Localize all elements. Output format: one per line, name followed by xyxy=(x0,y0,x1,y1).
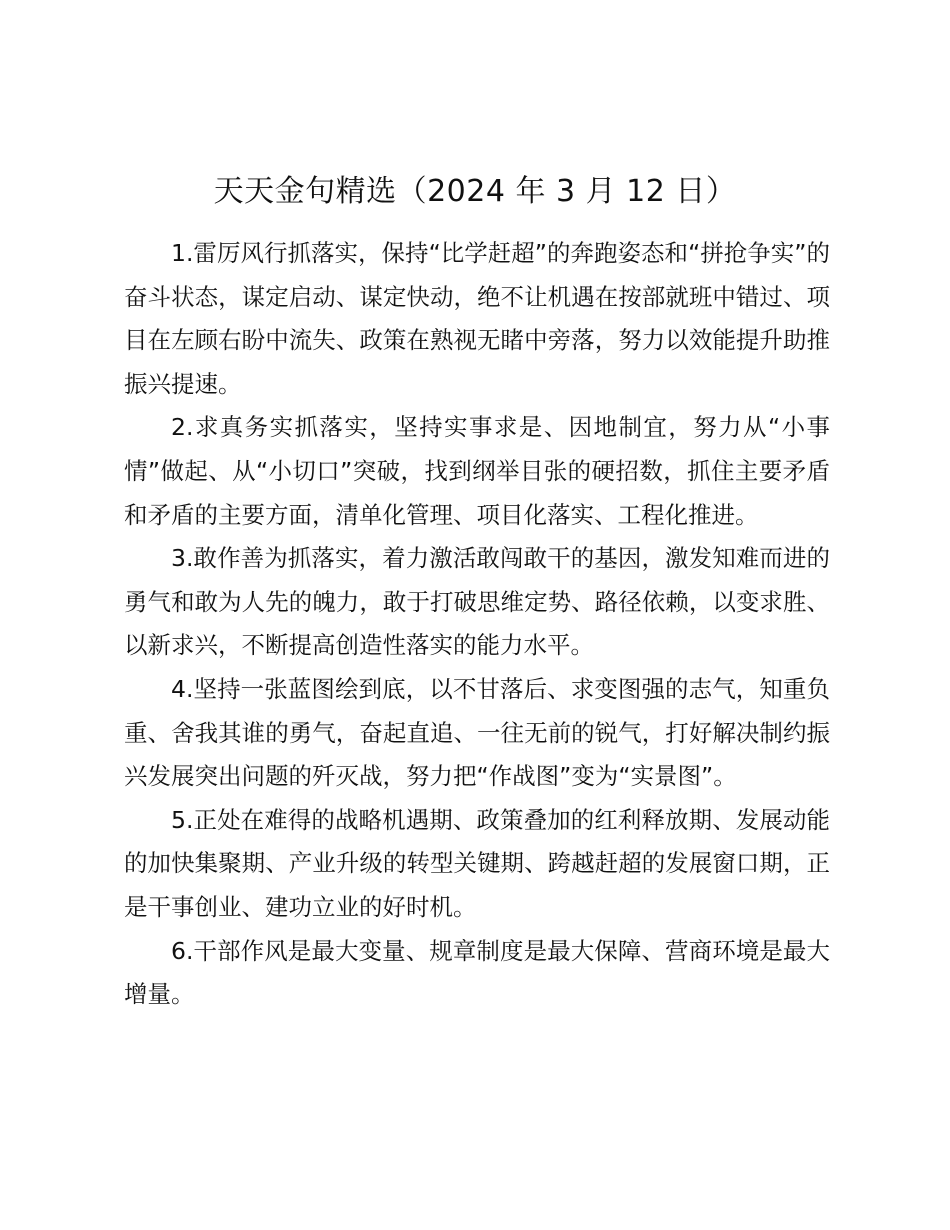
paragraph-2: 2.求真务实抓落实，坚持实事求是、因地制宜，努力从“小事情”做起、从“小切口”突破，找到纲举目张的硬招数，抓住主要矛盾和矛盾的主要方面，清单化管理、项目化落实、工程化推进。 xyxy=(124,413,830,529)
paragraph-3: 3.敢作善为抓落实，着力激活敢闯敢干的基因，激发知难而进的勇气和敢为人先的魄力，敢于打破思维定势、路径依赖，以变求胜、以新求兴，不断提高创造性落实的能力水平。 xyxy=(124,544,830,660)
paragraph-1: 1.雷厉风行抓落实，保持“比学赶超”的奔跑姿态和“拼抢争实”的奋斗状态，谋定启动、谋定快动，绝不让机遇在按部就班中错过、项目在左顾右盼中流失、政策在熟视无睹中旁落，努力以效能提升助推振兴提速。 xyxy=(124,239,830,398)
document-title: 天天金句精选（2024 年 3 月 12 日） xyxy=(213,174,737,209)
paragraph-6: 6.干部作风是最大变量、规章制度是最大保障、营商环境是最大增量。 xyxy=(124,936,830,1009)
paragraph-5: 5.正处在难得的战略机遇期、政策叠加的红利释放期、发展动能的加快集聚期、产业升级的转型关键期、跨越赶超的发展窗口期，正是干事创业、建功立业的好时机。 xyxy=(124,805,830,921)
paragraph-4: 4.坚持一张蓝图绘到底，以不甘落后、求变图强的志气，知重负重、舍我其谁的勇气，奋起直追、一往无前的锐气，打好解决制约振兴发展突出问题的歼灭战，努力把“作战图”变为“实景图”。 xyxy=(124,674,830,791)
document-body xyxy=(124,232,830,1017)
